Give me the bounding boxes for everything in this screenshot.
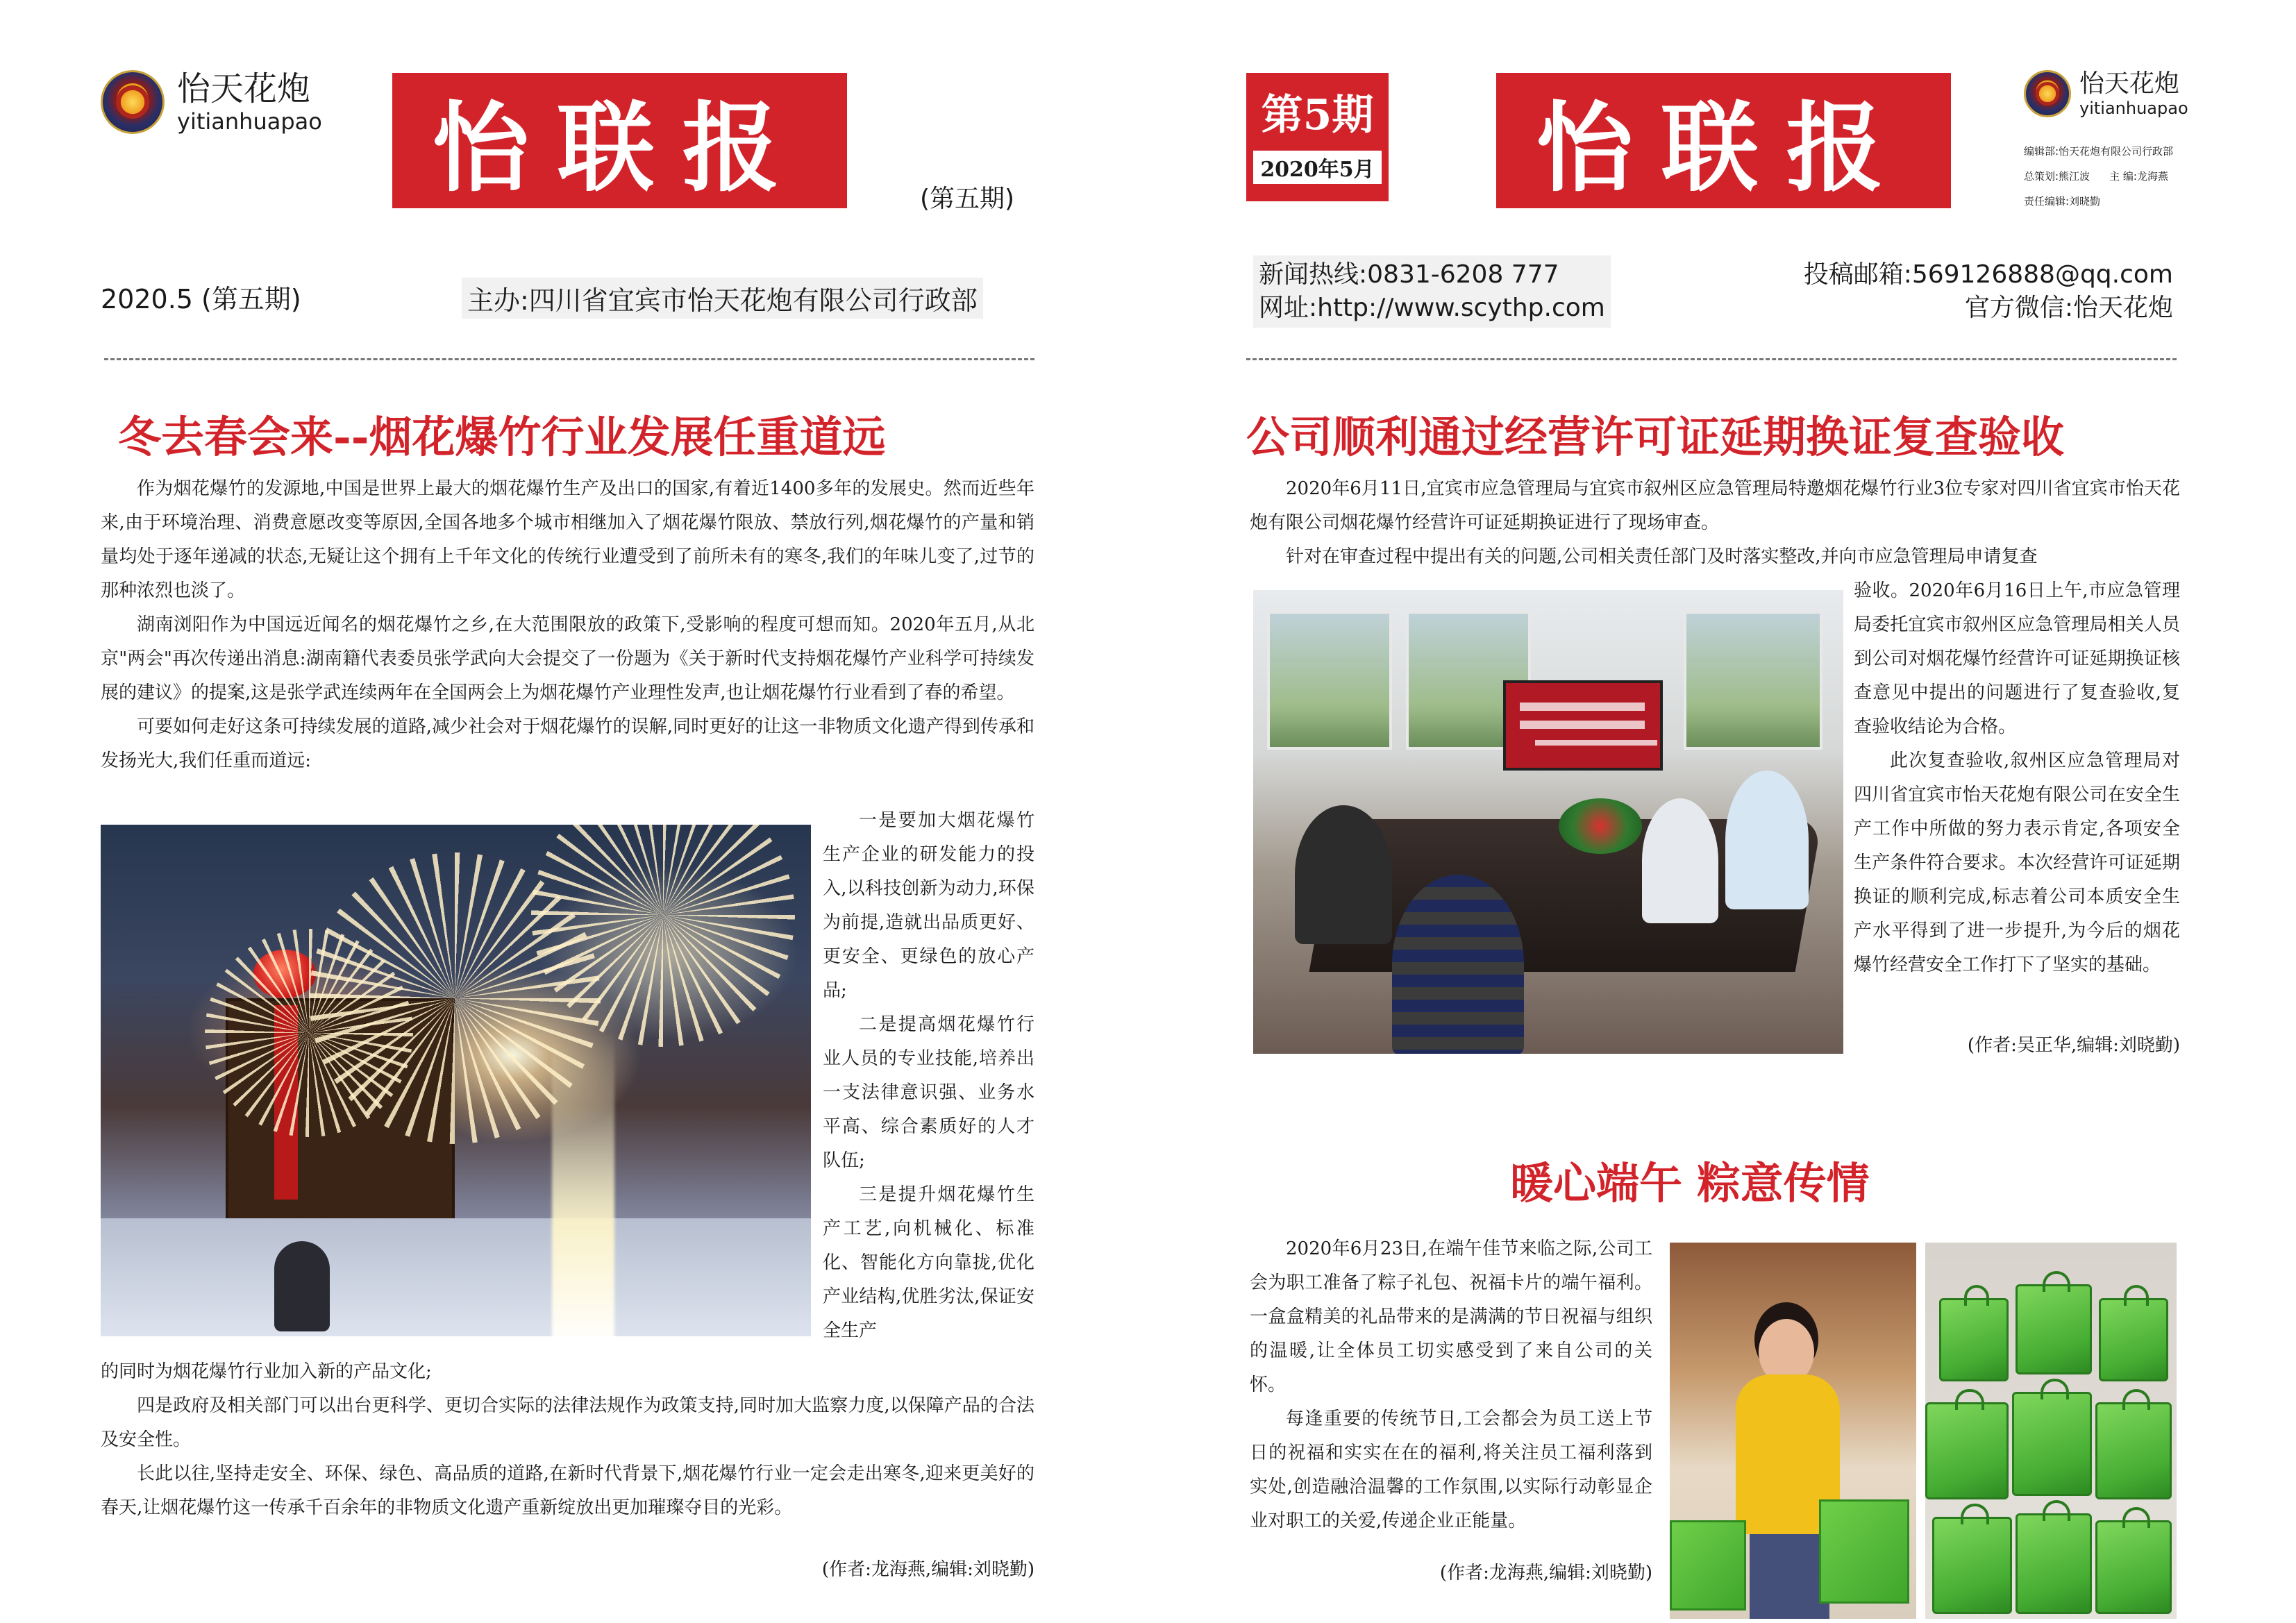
woman-legs xyxy=(1750,1534,1829,1619)
credit-planner: 总策划:熊江波 xyxy=(2024,170,2090,183)
gift-package-icon xyxy=(2012,1392,2092,1496)
right-side-paragraph: 此次复查验收,叙州区应急管理局对四川省宜宾市怡天花炮有限公司在安全生产工作中所做的努力表示肯定,各项安全生产条件符合要求。本次经营许可证延期换证的顺利完成,标志着公司本质安全生产水平得到了进一步提升,为今后的烟花爆竹经营安全工作打下了坚实的基础。 xyxy=(1854,750,2180,975)
right-byline-2: (作者:龙海燕,编辑:刘晓勤) xyxy=(1439,1563,1652,1583)
gift-package-icon xyxy=(2099,1298,2168,1381)
right-credits xyxy=(2024,139,2260,214)
gift-package-icon xyxy=(1925,1402,2009,1499)
duanwu-photo-gifts xyxy=(1925,1243,2177,1619)
person-figure xyxy=(1642,798,1718,923)
right-paragraph-2: 每逢重要的传统节日,工会都会为员工送上节日的祝福和实实在在的福利,将关注员工福利落到实处,创造融洽温馨的工作氛围,以实际行动彰显企业对职工的关爱,传递企业正能量。 xyxy=(1250,1408,1652,1531)
official-wechat: 官方微信:怡天花炮 xyxy=(1964,294,2173,322)
right-headline-2: 暖心端午 粽意传情 xyxy=(1510,1158,1870,1209)
logo-cn: 怡天花炮 xyxy=(2079,69,2180,98)
masthead-title: 怡联报 xyxy=(1536,92,1911,205)
right-article1-side xyxy=(1854,574,2180,982)
right-paragraph: 针对在审查过程中提出有关的问题,公司相关责任部门及时落实整改,并向市应急管理局申请复查 xyxy=(1286,546,2038,567)
masthead-title: 怡联报 xyxy=(432,92,807,205)
gift-package-icon xyxy=(2016,1284,2092,1374)
left-side-paragraph: 三是提升烟花爆竹生产工艺,向机械化、标准化、智能化方向靠拢,优化产业结构,优胜劣汰,保证安全生产 xyxy=(823,1184,1034,1341)
right-divider xyxy=(1246,358,2177,360)
right-byline-1: (作者:吴正华,编辑:刘晓勤) xyxy=(1967,1035,2180,1056)
left-date-line: 2020.5 (第五期) xyxy=(101,284,301,314)
left-masthead xyxy=(392,73,847,208)
left-paragraph: 长此以往,坚持走安全、环保、绿色、高品质的道路,在新时代背景下,烟花爆竹行业一定会走出寒冬,迎来更美好的春天,让烟花爆竹这一传承千百余年的非物质文化遗产重新绽放出更加璀璨夺目的光彩。 xyxy=(101,1463,1034,1518)
gift-package-icon xyxy=(1939,1298,2009,1381)
website-link[interactable]: 网址:http://www.scythp.com xyxy=(1259,294,1605,322)
right-paragraph-2: 2020年6月23日,在端午佳节来临之际,公司工会为职工准备了粽子礼包、祝福卡片的端午福利。一盒盒精美的礼品带来的是满满的节日祝福与组织的温暖,让全体员工切实感受到了来自公司的关怀。 xyxy=(1250,1238,1652,1395)
left-sponsor: 主办:四川省宜宾市怡天花炮有限公司行政部 xyxy=(462,278,983,319)
right-article2-text xyxy=(1250,1232,1652,1538)
left-logo xyxy=(101,69,322,135)
gift-package-icon xyxy=(2095,1520,2172,1614)
right-contacts-right xyxy=(1701,258,2173,325)
left-article-bottom xyxy=(101,1355,1034,1525)
left-divider xyxy=(104,358,1034,360)
meeting-photo xyxy=(1253,590,1843,1054)
right-side-paragraph: 验收。2020年6月16日上午,市应急管理局委托宜宾市叙州区应急管理局相关人员到公司对烟花爆竹经营许可证延期换证核查意见中提出的问题进行了复查验收,复查验收结论为合格。 xyxy=(1854,580,2180,737)
credit-chief: 主 编:龙海燕 xyxy=(2109,170,2168,183)
right-paragraph: 2020年6月11日,宜宾市应急管理局与宜宾市叙州区应急管理局特邀烟花爆竹行业3位专家对四川省宜宾市怡天花炮有限公司烟花爆竹经营许可证延期换证进行了现场审查。 xyxy=(1250,478,2180,533)
snow-ground xyxy=(101,1218,811,1336)
child-figure xyxy=(274,1241,330,1331)
gift-package-icon xyxy=(2016,1513,2092,1614)
left-paragraph: 湖南浏阳作为中国远近闻名的烟花爆竹之乡,在大范围限放的政策下,受影响的程度可想而知。2020年五月,从北京"两会"再次传递出消息:湖南籍代表委员张学武向大会提交了一份题为《关于新时代支持烟花爆竹产业科学可持续发展的建议》的提案,这是张学武连续两年在全国两会上为烟花爆竹产业理性发声,也让烟花爆竹行业看到了春的希望。 xyxy=(101,614,1034,703)
left-paragraph: 作为烟花爆竹的发源地,中国是世界上最大的烟花爆竹生产及出口的国家,有着近1400多年的发展史。然而近些年来,由于环境治理、消费意愿改变等原因,全国各地多个城市相继加入了烟花爆竹限放、禁放行列,烟花爆竹的产量和销量均处于逐年递减的状态,无疑让这个拥有上千年文化的传统行业遭受到了前所未有的寒冬,我们的年味儿变了,过节的那种浓烈也淡了。 xyxy=(101,478,1034,601)
logo-en: yitianhuapao xyxy=(2079,99,2188,118)
left-byline: (作者:龙海燕,编辑:刘晓勤) xyxy=(821,1559,1034,1580)
logo-seal-icon xyxy=(2024,70,2071,117)
person-figure xyxy=(1295,805,1392,944)
gift-box-icon xyxy=(1819,1499,1909,1604)
firework-burst-icon xyxy=(205,929,413,1137)
left-issue-label: (第五期) xyxy=(920,185,1015,213)
presentation-screen xyxy=(1503,680,1663,771)
left-paragraph: 四是政府及相关部门可以出台更科学、更切合实际的法律法规作为政策支持,同时加大监察力度,以保障产品的合法及安全性。 xyxy=(101,1395,1034,1450)
logo-seal-icon xyxy=(101,70,165,134)
right-contacts-left xyxy=(1253,255,1611,328)
left-side-column xyxy=(823,804,1034,1348)
flower-arrangement xyxy=(1559,798,1642,854)
news-hotline: 新闻热线:0831-6208 777 xyxy=(1259,260,1559,289)
right-masthead xyxy=(1496,73,1951,208)
issue-number: 第5期 xyxy=(1261,91,1374,140)
left-side-paragraph: 一是要加大烟花爆竹生产企业的研发能力的投入,以科技创新为动力,环保为前提,造就出品质更好、更安全、更绿色的放心产品; xyxy=(823,810,1034,1001)
left-continuation: 的同时为烟花爆竹行业加入新的产品文化; xyxy=(101,1361,432,1382)
window-shape xyxy=(1684,611,1822,750)
credit-editor-dept: 编辑部:怡天花炮有限公司行政部 xyxy=(2024,145,2174,158)
gift-box-icon xyxy=(1670,1520,1746,1611)
submission-email[interactable]: 投稿邮箱:569126888@qq.com xyxy=(1803,260,2173,289)
person-figure xyxy=(1725,771,1809,909)
gift-package-icon xyxy=(2095,1402,2172,1499)
left-paragraph: 可要如何走好这条可持续发展的道路,减少社会对于烟花爆竹的误解,同时更好的让这一非物质文化遗产得到传承和发扬光大,我们任重而道远: xyxy=(101,716,1034,771)
duanwu-photo-employee xyxy=(1670,1243,1916,1619)
logo-cn: 怡天花炮 xyxy=(177,69,311,108)
right-headline-1: 公司顺利通过经营许可证延期换证复查验收 xyxy=(1246,412,2065,462)
logo-en: yitianhuapao xyxy=(177,108,322,135)
left-article-top xyxy=(101,472,1034,778)
person-figure xyxy=(1392,875,1524,1054)
left-side-paragraph: 二是提高烟花爆竹行业人员的专业技能,培养出一支法律意识强、业务水平高、综合素质好的人才队伍; xyxy=(823,1014,1034,1171)
issue-date: 2020年5月 xyxy=(1253,151,1381,184)
fireworks-photo xyxy=(101,825,811,1336)
firework-fountain xyxy=(552,1033,614,1336)
gift-package-icon xyxy=(1932,1517,2012,1614)
right-logo xyxy=(2024,69,2188,118)
credit-responsible: 责任编辑:刘晓勤 xyxy=(2024,195,2101,208)
right-article1-top xyxy=(1250,472,2180,574)
window-shape xyxy=(1267,611,1392,750)
left-headline: 冬去春会来--烟花爆竹行业发展任重道远 xyxy=(118,412,886,462)
right-issue-box xyxy=(1246,73,1389,201)
